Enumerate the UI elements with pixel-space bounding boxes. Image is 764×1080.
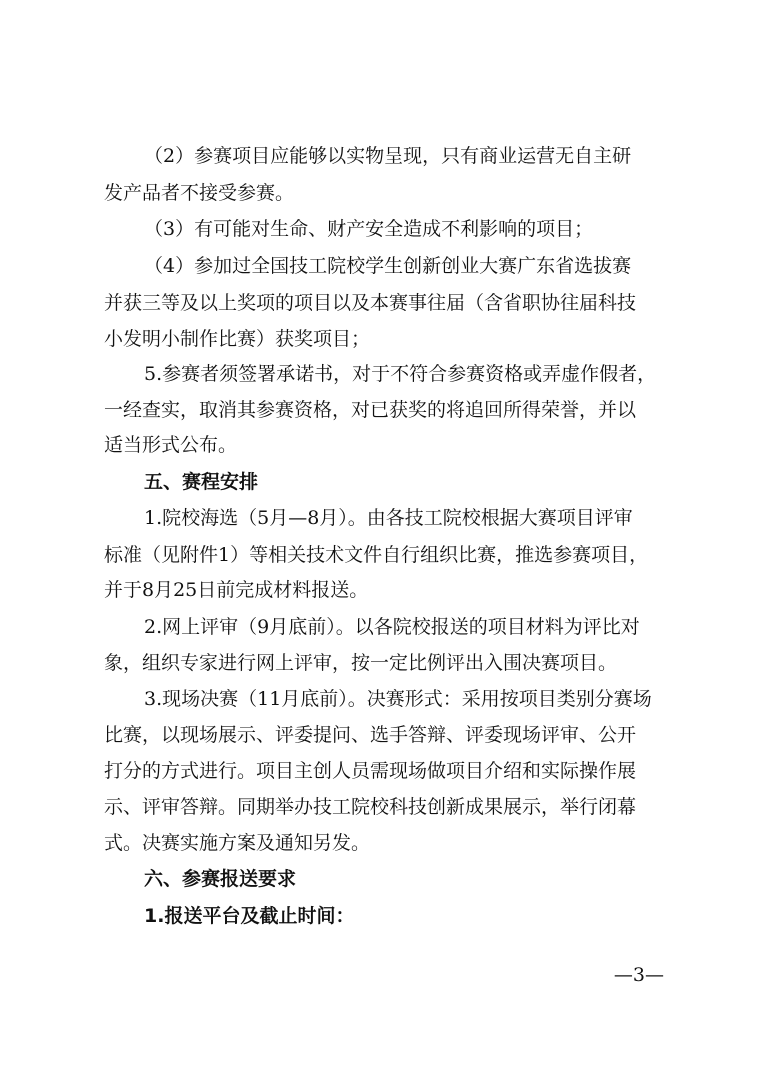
text-line: 适当形式公布。 [104,434,238,456]
page-number: —3— [613,964,664,986]
text-line: （4）参加过全国技工院校学生创新创业大赛广东省选拔赛 [144,255,632,277]
text-line: 一经查实，取消其参赛资格，对已获奖的将追回所得荣誉，并以 [104,399,637,421]
section-heading: 五、赛程安排 [144,471,259,493]
text-line: 5.参赛者须签署承诺书，对于不符合参赛资格或弄虚作假者， [144,363,657,385]
text-line: 发产品者不接受参赛。 [104,182,295,204]
subsection-heading: 1.报送平台及截止时间： [144,905,355,927]
text-line: 并获三等及以上奖项的项目以及本赛事往届（含省职协往届科技 [104,292,637,314]
text-line: 比赛，以现场展示、评委提问、选手答辩、评委现场评审、公开 [104,724,637,746]
text-line: 示、评审答辩。同期举办技工院校科技创新成果展示，举行闭幕 [104,796,637,818]
text-line: （2）参赛项目应能够以实物呈现，只有商业运营无自主研 [144,145,632,167]
text-line: 式。决赛实施方案及通知另发。 [104,832,371,854]
text-line: 1.院校海选（5月—8月）。由各技工院校根据大赛项目评审 [144,507,633,529]
text-line: 象，组织专家进行网上评审，按一定比例评出入围决赛项目。 [104,652,618,674]
section-heading: 六、参赛报送要求 [144,868,297,890]
text-line: （3）有可能对生命、财产安全造成不利影响的项目； [144,218,594,240]
text-line: 标准（见附件1）等相关技术文件自行组织比赛，推选参赛项目， [104,544,649,566]
text-line: 2.网上评审（9月底前）。以各院校报送的项目材料为评比对 [144,616,640,638]
text-line: 打分的方式进行。项目主创人员需现场做项目介绍和实际操作展 [104,760,637,782]
text-line: 3.现场决赛（11月底前）。决赛形式：采用按项目类别分赛场 [144,688,652,710]
text-line: 小发明小制作比赛）获奖项目； [104,328,371,350]
text-line: 并于8月25日前完成材料报送。 [104,579,369,601]
